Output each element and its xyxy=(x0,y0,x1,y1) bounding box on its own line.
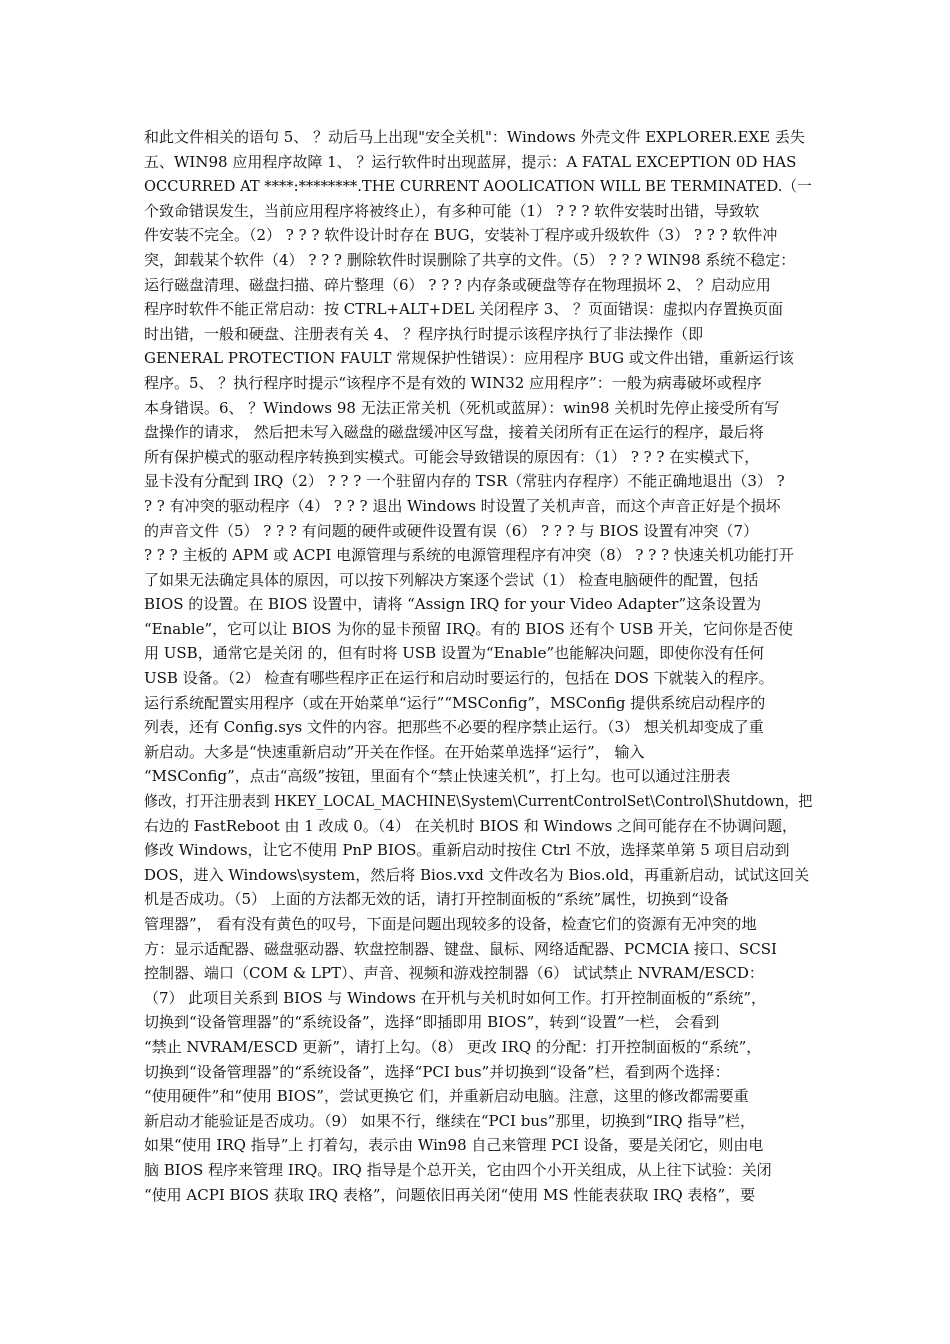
text-line: 新启动才能验证是否成功。（9） 如果不行，继续在“PCI bus”那里，切换到“IRQ 指导”栏， xyxy=(144,1111,755,1130)
text-line: 个致命错误发生，当前应用程序将被终止），有多种可能（1） ? ? ? 软件安装时出错，导致软 xyxy=(144,201,760,220)
text-line: ? ? 有冲突的驱动程序（4） ? ? ? 退出 Windows 时设置了关机声音，而这个声音正好是个损坏 xyxy=(144,496,781,515)
text-line: 了如果无法确定具体的原因，可以按下列解决方案逐个尝试（1） 检查电脑硬件的配置，包括 xyxy=(144,570,759,589)
text-line: “Enable”，它可以让 BIOS 为你的显卡预留 IRQ。有的 BIOS 还有个 USB 开关，它问你是否使 xyxy=(144,619,794,638)
text-line: “使用硬件”和“使用 BIOS”，尝试更换它 们，并重新启动电脑。注意，这里的修改都需要重 xyxy=(144,1087,749,1106)
text-line: ? ? ? 主板的 APM 或 ACPI 电源管理与系统的电源管理程序有冲突（8） ? ? ? 快速关机功能打开 xyxy=(144,546,794,565)
text-line: 控制器、端口（COM & LPT）、声音、视频和游戏控制器（6） 试试禁止 NVRAM/ESCD： xyxy=(144,964,764,983)
text-line: 和此文件相关的语句 5、 ？动后马上出现"安全关机"：Windows 外壳文件 EXPLORER.EXE 丢失 xyxy=(144,128,805,146)
text-line: 用 USB，通常它是关闭 的，但有时将 USB 设置为“Enable”也能解决问题，即使你没有任何 xyxy=(144,644,765,663)
text-line: 程序时软件不能正常启动：按 CTRL+ALT+DEL 关闭程序 3、 ？页面错误：虚拟内存置换页面 xyxy=(144,300,784,319)
text-line: 盘操作的请求， 然后把未写入磁盘的磁盘缓冲区写盘，接着关闭所有正在运行的程序，最后将 xyxy=(144,423,764,442)
text-line: 如果“使用 IRQ 指导”上 打着勾，表示由 Win98 自己来管理 PCI 设备，要是关闭它，则由电 xyxy=(144,1136,764,1155)
text-line: 五、WIN98 应用程序故障 1、 ？运行软件时出现蓝屏，提示：A FATAL EXCEPTION 0D HAS xyxy=(144,152,797,171)
text-line: 程序。5、 ？执行程序时提示“该程序不是有效的 WIN32 应用程序”：一般为病毒破坏或程序 xyxy=(144,373,762,392)
text-line: 方：显示适配器、磁盘驱动器、软盘控制器、键盘、鼠标、网络适配器、PCMCIA 接口、SCSI xyxy=(144,939,777,958)
text-line: 件安装不完全。（2） ? ? ? 软件设计时存在 BUG，安装补丁程序或升级软件（3） ? ? ? 软件冲 xyxy=(144,226,778,245)
text-line: 修改，打开注册表到 HKEY_LOCAL_MACHINE\System\CurrentControlSet\Control\Shutdown，把 xyxy=(144,792,813,811)
text-line: 修改 Windows，让它不使用 PnP BIOS。重新启动时按住 Ctrl 不放，选择菜单第 5 项目启动到 xyxy=(144,841,790,860)
text-line: 机是否成功。（5） 上面的方法都无效的话，请打开控制面板的“系统”属性，切换到“设备 xyxy=(144,890,729,909)
text-line: “MSConfig”，点击“高级”按钮，里面有个“禁止快速关机”，打上勾。也可以通过注册表 xyxy=(144,767,731,786)
text-line: 所有保护模式的驱动程序转换到实模式。可能会导致错误的原因有：（1） ? ? ? 在实模式下， xyxy=(144,447,760,466)
text-line: “使用 ACPI BIOS 获取 IRQ 表格”，问题依旧再关闭“使用 MS 性能表获取 IRQ 表格”，要 xyxy=(144,1185,756,1204)
text-line: 切换到“设备管理器”的“系统设备”，选择“PCI bus”并切换到“设备”栏，看到两个选择： xyxy=(144,1062,730,1081)
text-line: BIOS 的设置。在 BIOS 设置中，请将 “Assign IRQ for your Video Adapter”这条设置为 xyxy=(144,595,762,614)
text-line: DOS，进入 Windows\system，然后将 Bios.vxd 文件改名为 Bios.old，再重新启动，试试这回关 xyxy=(144,865,810,884)
text-line: 的声音文件（5） ? ? ? 有问题的硬件或硬件设置有误（6） ? ? ? 与 BIOS 设置有冲突（7） xyxy=(144,521,759,540)
text-line: GENERAL PROTECTION FAULT 常规保护性错误）：应用程序 BUG 或文件出错，重新运行该 xyxy=(144,349,794,368)
text-line: 本身错误。6、 ？Windows 98 无法正常关机（死机或蓝屏）：win98 关机时先停止接受所有写 xyxy=(144,398,780,417)
text-line: 管理器”， 看有没有黄色的叹号，下面是问题出现较多的设备，检查它们的资源有无冲突的地 xyxy=(144,915,757,933)
text-line: （7） 此项目关系到 BIOS 与 Windows 在开机与关机时如何工作。打开控制面板的“系统”， xyxy=(144,988,767,1007)
text-line: OCCURRED AT ****:********.THE CURRENT AOOLICATION WILL BE TERMINATED.（一 xyxy=(144,177,812,196)
text-line: 突，卸载某个软件（4） ? ? ? 删除软件时误删除了共享的文件。（5） ? ? ? WIN98 系统不稳定： xyxy=(144,250,796,269)
text-line: 列表，还有 Config.sys 文件的内容。把那些不必要的程序禁止运行。（3） 想关机却变成了重 xyxy=(144,718,764,737)
document-body-text xyxy=(144,125,812,1207)
text-line: 脑 BIOS 程序来管理 IRQ。IRQ 指导是个总开关，它由四个小开关组成，从上往下试验：关闭 xyxy=(144,1160,772,1179)
text-line: “禁止 NVRAM/ESCD 更新”，请打上勾。（8） 更改 IRQ 的分配：打开控制面板的“系统”， xyxy=(144,1037,762,1056)
text-line: USB 设备。（2） 检查有哪些程序正在运行和启动时要运行的，包括在 DOS 下就装入的程序。 xyxy=(144,669,774,688)
text-line: 右边的 FastReboot 由 1 改成 0。（4） 在关机时 BIOS 和 Windows 之间可能存在不协调问题， xyxy=(144,816,798,835)
text-line: 新启动。大多是“快速重新启动”开关在作怪。在开始菜单选择“运行”， 输入 xyxy=(144,742,645,761)
text-line: 运行系统配置实用程序（或在开始菜单“运行”“MSConfig”，MSConfig 提供系统启动程序的 xyxy=(144,693,766,712)
text-line: 运行磁盘清理、磁盘扫描、碎片整理（6） ? ? ? 内存条或硬盘等存在物理损坏 2、 ？启动应用 xyxy=(144,275,771,294)
text-line: 时出错，一般和硬盘、注册表有关 4、 ？程序执行时提示该程序执行了非法操作（即 xyxy=(144,324,704,343)
text-line: 显卡没有分配到 IRQ（2） ? ? ? 一个驻留内存的 TSR（常驻内存程序）不能正确地退出（3） ? xyxy=(144,472,785,491)
text-line: 切换到“设备管理器”的“系统设备”，选择“即插即用 BIOS”，转到“设置”一栏， 会看到 xyxy=(144,1013,720,1032)
